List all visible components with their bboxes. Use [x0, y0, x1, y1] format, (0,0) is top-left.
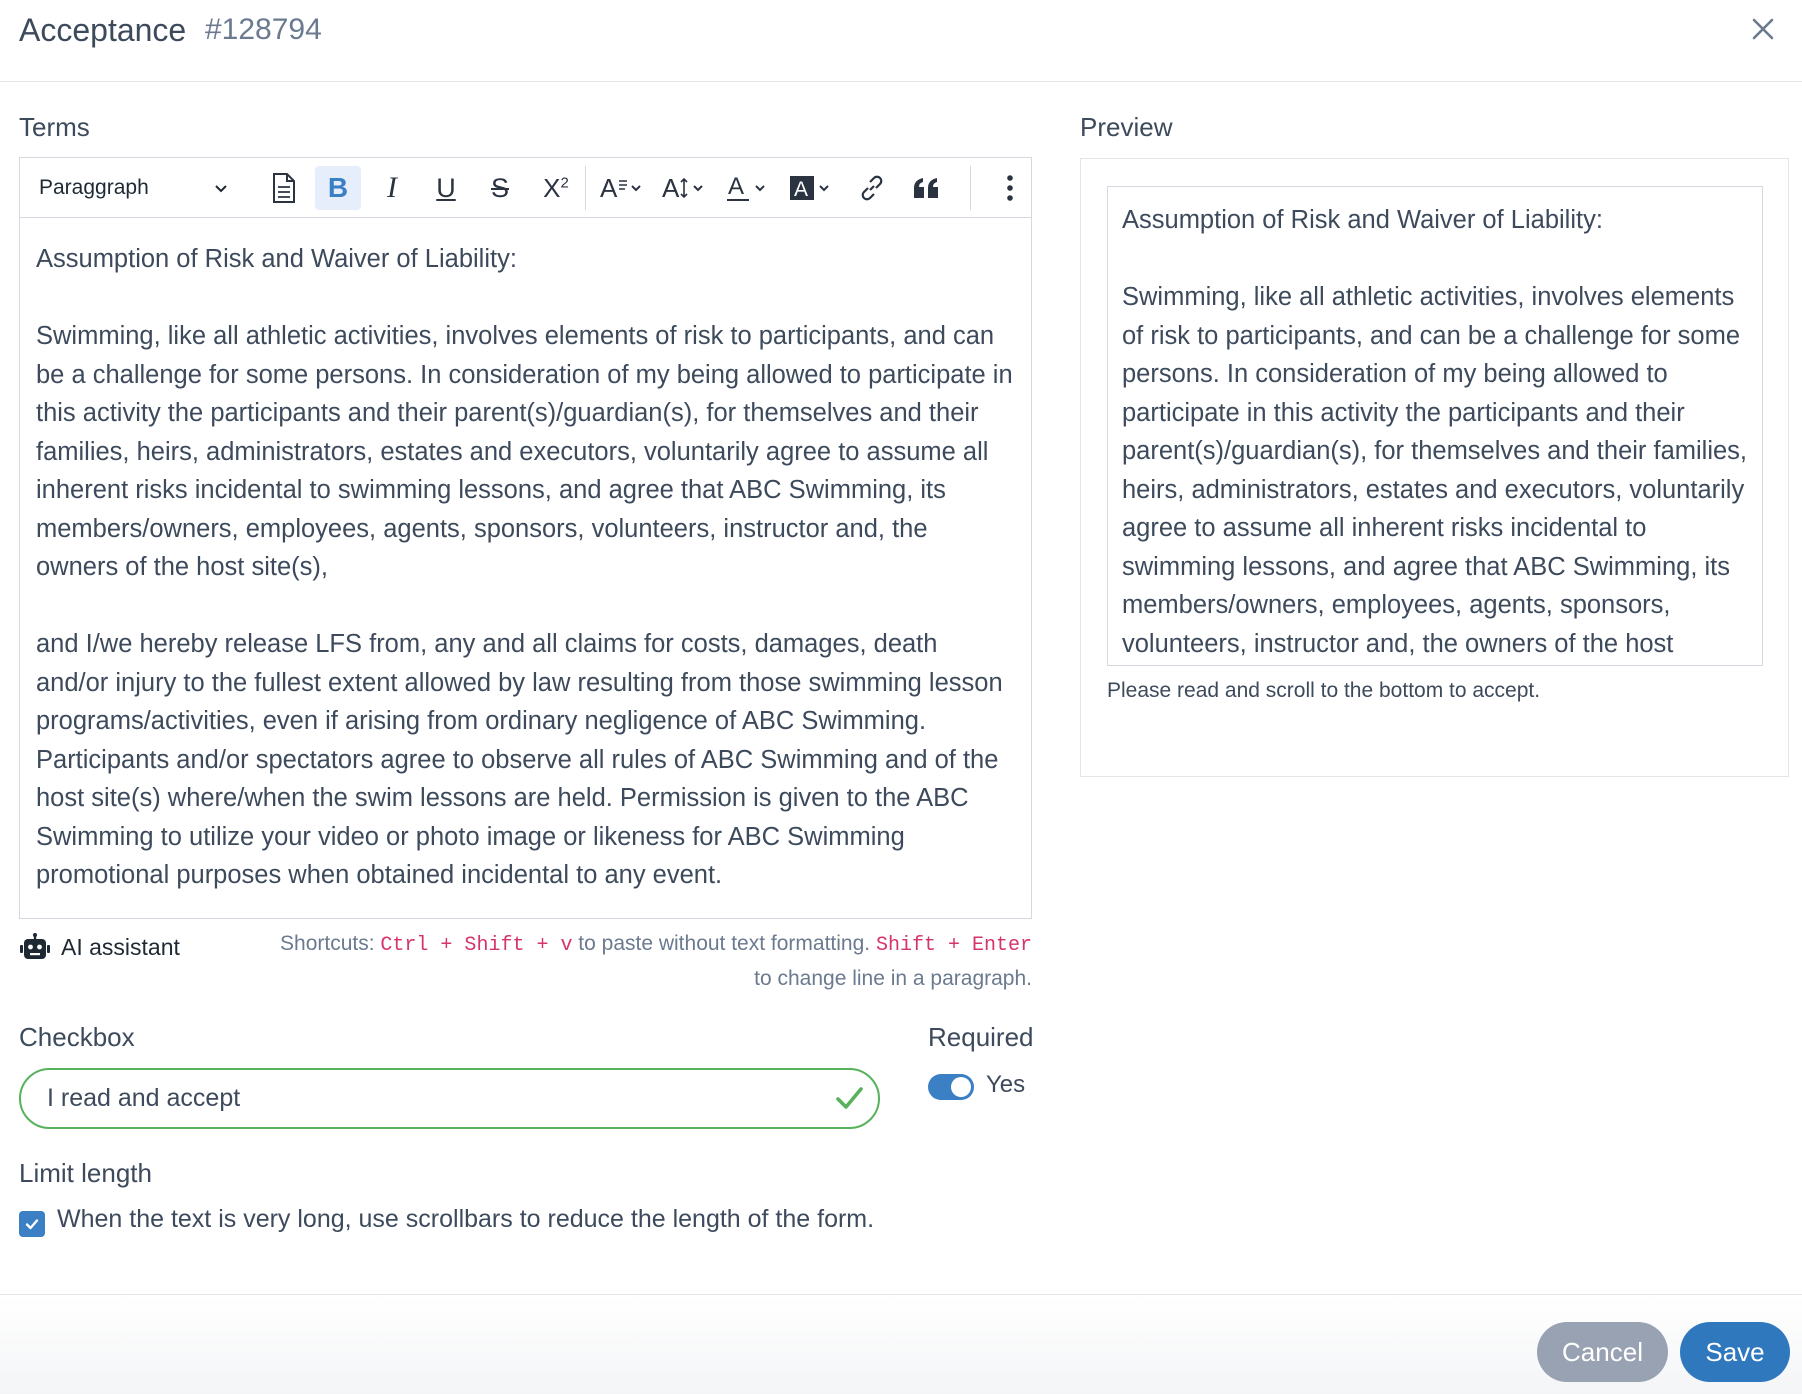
- svg-text:A: A: [662, 173, 680, 203]
- shortcut-description: to paste without text formatting.: [578, 932, 871, 955]
- modal-title: Acceptance: [19, 12, 187, 48]
- check-icon: [834, 1083, 864, 1113]
- limit-length-label: Limit length: [19, 1158, 152, 1188]
- superscript-button[interactable]: $X^2$: [543, 172, 569, 203]
- background-color-icon[interactable]: [787, 166, 837, 210]
- toggle-knob: [951, 1077, 971, 1097]
- toolbar-divider: [585, 166, 586, 210]
- required-toggle[interactable]: [928, 1074, 974, 1100]
- required-toggle-label: Yes: [986, 1071, 1026, 1098]
- rich-text-editor: [19, 157, 1032, 919]
- modal-header: [0, 0, 1802, 82]
- blockquote-icon[interactable]: [903, 166, 949, 210]
- svg-text:A: A: [794, 178, 809, 201]
- terms-label: Terms: [19, 112, 90, 142]
- checkbox-text-field[interactable]: [19, 1068, 880, 1129]
- shortcuts-prefix: Shortcuts:: [280, 932, 375, 955]
- underline-button[interactable]: U: [436, 172, 456, 203]
- italic-button[interactable]: I: [387, 171, 397, 204]
- preview-label: Preview: [1080, 112, 1173, 142]
- block-format-value: Paraggraph: [39, 176, 149, 199]
- robot-icon: [19, 933, 51, 961]
- editor-toolbar: [20, 158, 1031, 218]
- checkmark-icon: [24, 1216, 40, 1232]
- ai-assistant-label: AI assistant: [61, 933, 180, 960]
- block-format-dropdown[interactable]: [39, 172, 229, 204]
- limit-length-option[interactable]: When the text is very long, use scrollbars to reduce the length of the form.: [57, 1205, 875, 1233]
- preview-panel: [1080, 158, 1789, 777]
- modal-footer: [0, 1294, 1802, 1394]
- preview-note: Please read and scroll to the bottom to accept.: [1107, 679, 1541, 702]
- more-options-icon[interactable]: [995, 166, 1025, 210]
- toolbar-divider: [970, 166, 971, 210]
- bold-button[interactable]: B: [315, 166, 361, 210]
- chevron-down-icon: [213, 180, 229, 196]
- ai-assistant-button[interactable]: [19, 930, 180, 964]
- document-icon[interactable]: [261, 166, 307, 210]
- font-size-icon[interactable]: [659, 166, 711, 210]
- preview-content[interactable]: Assumption of Risk and Waiver of Liability: Swimming, like all athletic activities, involves elements of risk to participants, and can be a challenge for some persons. In consideration of my being allowed to participate in this activity the participants and their parent(s)/guardian(s), for themselves and their families, heirs, administrators, estates and executors, voluntarily agree to assume all inherent risks incidental to swimming lessons, and agree that ABC Swimming, its members/owners, employees, agents, sponsors, volunteers, instructor and, the owners of the host: [1107, 186, 1763, 666]
- font-family-icon[interactable]: [597, 166, 647, 210]
- shortcut-combo: Shift + Enter: [875, 934, 1032, 957]
- limit-length-checkbox[interactable]: [19, 1211, 45, 1237]
- shortcut-description: to change line in a paragraph.: [754, 967, 1032, 990]
- shortcut-combo: Ctrl + Shift + v: [380, 934, 573, 957]
- text-color-icon[interactable]: [724, 166, 774, 210]
- close-icon[interactable]: [1748, 14, 1778, 44]
- svg-text:A: A: [600, 173, 618, 203]
- record-id: #128794: [205, 13, 322, 46]
- link-icon[interactable]: [849, 166, 895, 210]
- svg-text:A: A: [728, 173, 745, 200]
- checkbox-label: Checkbox: [19, 1022, 135, 1052]
- shortcuts-hint: [200, 927, 1032, 995]
- save-button[interactable]: Save: [1680, 1322, 1790, 1382]
- strikethrough-button[interactable]: S: [490, 172, 509, 203]
- required-label: Required: [928, 1022, 1034, 1052]
- editor-content[interactable]: Assumption of Risk and Waiver of Liability: Swimming, like all athletic activities, involves elements of risk to participants, and can be a challenge for some persons. In consideration of my being allowed to participate in this activity the participants and their parent(s)/guardian(s), for themselves and their families, heirs, administrators, estates and executors, voluntarily agree to assume all inherent risks incidental to swimming lessons, and agree that ABC Swimming, its members/owners, employees, agents, sponsors, volunteers, instructor and, the owners of the host site(s), and I/we hereby release LFS from, any and all claims for costs, damages, death and/or injury to the fullest extent allowed by law resulting from those swimming lesson programs/activities, even if arising from ordinary negligence of ABC Swimming. Participants and/or spectators agree to observe all rules of ABC Swimming and of the host site(s) where/when the swim lessons are held. Permission is given to the ABC Swimming to utilize your video or photo image or likeness for ABC Swimming promotional purposes when obtained incidental to any event.: [36, 245, 1013, 889]
- cancel-button[interactable]: Cancel: [1537, 1322, 1668, 1382]
